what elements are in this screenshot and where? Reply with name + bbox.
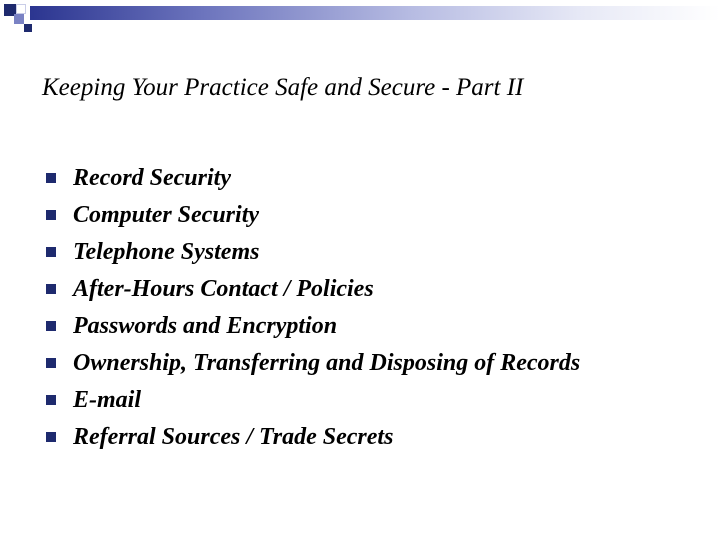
- bullet-item: [46, 345, 706, 382]
- square-bullet-icon: [46, 284, 56, 294]
- slide-title: Keeping Your Practice Safe and Secure - Part II: [42, 74, 524, 101]
- header-gradient-band: [30, 6, 720, 20]
- bullet-text: Ownership, Transferring and Disposing of Records: [73, 350, 581, 376]
- bullet-text: E-mail: [73, 387, 142, 413]
- bullet-item: [46, 197, 706, 234]
- bullet-text: Computer Security: [73, 202, 260, 228]
- bullet-item: [46, 271, 706, 308]
- square-bullet-icon: [46, 395, 56, 405]
- bullet-item: [46, 308, 706, 345]
- square-bullet-icon: [46, 247, 56, 257]
- square-bullet-icon: [46, 358, 56, 368]
- bullet-text: Referral Sources / Trade Secrets: [73, 424, 394, 450]
- bullet-item: [46, 382, 706, 419]
- decorative-square: [24, 24, 32, 32]
- bullet-item: [46, 234, 706, 271]
- square-bullet-icon: [46, 432, 56, 442]
- bullet-item: [46, 419, 706, 456]
- bullet-list: [46, 160, 706, 456]
- bullet-text: Passwords and Encryption: [73, 313, 338, 339]
- decorative-square: [14, 14, 24, 24]
- bullet-text: After-Hours Contact / Policies: [73, 276, 374, 302]
- square-bullet-icon: [46, 321, 56, 331]
- bullet-item: [46, 160, 706, 197]
- bullet-text: Telephone Systems: [73, 239, 260, 265]
- square-bullet-icon: [46, 173, 56, 183]
- decorative-square: [16, 4, 26, 14]
- square-bullet-icon: [46, 210, 56, 220]
- bullet-text: Record Security: [73, 165, 231, 191]
